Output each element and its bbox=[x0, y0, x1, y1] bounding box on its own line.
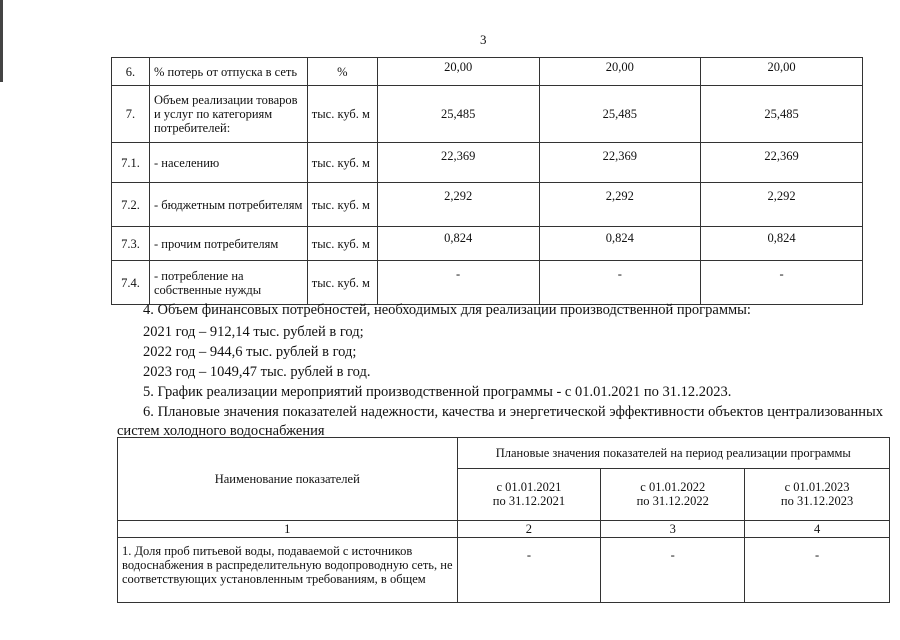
row-number: 7.2. bbox=[112, 183, 150, 227]
column-number: 2 bbox=[457, 521, 601, 538]
row-name: - прочим потребителям bbox=[149, 227, 307, 261]
paragraph-financial-needs: 4. Объем финансовых потребностей, необходимых для реализации производственной программы: bbox=[143, 302, 751, 318]
value-2023: 22,369 bbox=[701, 143, 863, 183]
value-2022: 0,824 bbox=[539, 227, 701, 261]
value-2022: 20,00 bbox=[539, 58, 701, 86]
row-unit: тыс. куб. м bbox=[307, 261, 377, 305]
table-row bbox=[112, 261, 863, 305]
value-2023: - bbox=[701, 261, 863, 305]
paragraph-schedule: 5. График реализации мероприятий производственной программы - с 01.01.2021 по 31.12.2023. bbox=[143, 384, 732, 400]
table-header-row bbox=[118, 438, 890, 469]
column-number: 3 bbox=[601, 521, 745, 538]
row-name: - населению bbox=[149, 143, 307, 183]
paragraph-year-2021: 2021 год – 912,14 тыс. рублей в год; bbox=[143, 324, 364, 340]
period-from: с 01.01.2021 bbox=[496, 480, 562, 495]
value-2022: - bbox=[601, 538, 745, 603]
page-number: 3 bbox=[480, 32, 487, 47]
row-unit: % bbox=[307, 58, 377, 86]
table-row bbox=[112, 143, 863, 183]
table-row bbox=[112, 58, 863, 86]
value-2023: 2,292 bbox=[701, 183, 863, 227]
value-2022: - bbox=[539, 261, 701, 305]
indicator-name: 1. Доля проб питьевой воды, подаваемой с источников водоснабжения в распределительную водопроводную сеть, не соответствующих установленным требованиям, в общем bbox=[118, 538, 458, 603]
row-number: 7. bbox=[112, 86, 150, 143]
row-name: - бюджетным потребителям bbox=[149, 183, 307, 227]
column-number-row bbox=[118, 521, 890, 538]
row-name: - потребление на собственные нужды bbox=[149, 261, 307, 305]
value-2022: 2,292 bbox=[539, 183, 701, 227]
column-number: 4 bbox=[745, 521, 890, 538]
scan-edge-mark bbox=[0, 0, 3, 82]
period-to: по 31.12.2021 bbox=[492, 494, 566, 509]
row-unit: тыс. куб. м bbox=[307, 227, 377, 261]
period-from: с 01.01.2022 bbox=[640, 480, 706, 495]
table-row bbox=[112, 183, 863, 227]
value-2023: 25,485 bbox=[701, 86, 863, 143]
value-2023: 0,824 bbox=[701, 227, 863, 261]
value-2021: 22,369 bbox=[377, 143, 539, 183]
paragraph-year-2022: 2022 год – 944,6 тыс. рублей в год; bbox=[143, 344, 357, 360]
header-indicator-name: Наименование показателей bbox=[118, 438, 458, 521]
row-unit: тыс. куб. м bbox=[307, 143, 377, 183]
row-name: Объем реализации товаров и услуг по категориям потребителей: bbox=[149, 86, 307, 143]
value-2021: 20,00 bbox=[377, 58, 539, 86]
row-number: 6. bbox=[112, 58, 150, 86]
value-2021: - bbox=[457, 538, 601, 603]
row-number: 7.4. bbox=[112, 261, 150, 305]
value-2021: 2,292 bbox=[377, 183, 539, 227]
value-2021: 25,485 bbox=[377, 86, 539, 143]
period-to: по 31.12.2023 bbox=[780, 494, 854, 509]
row-unit: тыс. куб. м bbox=[307, 183, 377, 227]
paragraph-planned-values: 6. Плановые значения показателей надежности, качества и энергетической эффективности объектов централизованных систем холодного водоснабжения bbox=[117, 404, 883, 439]
paragraph-year-2023: 2023 год – 1049,47 тыс. рублей в год. bbox=[143, 364, 371, 380]
value-2023: 20,00 bbox=[701, 58, 863, 86]
period-to: по 31.12.2022 bbox=[636, 494, 709, 509]
indicators-table bbox=[111, 57, 863, 305]
header-period-2022 bbox=[601, 468, 745, 520]
period-from: с 01.01.2023 bbox=[784, 480, 850, 495]
value-2021: - bbox=[377, 261, 539, 305]
value-2022: 25,485 bbox=[539, 86, 701, 143]
column-number: 1 bbox=[118, 521, 458, 538]
value-2022: 22,369 bbox=[539, 143, 701, 183]
row-number: 7.1. bbox=[112, 143, 150, 183]
header-planned-period: Плановые значения показателей на период реализации программы bbox=[457, 438, 890, 469]
value-2023: - bbox=[745, 538, 890, 603]
row-number: 7.3. bbox=[112, 227, 150, 261]
table-row bbox=[112, 227, 863, 261]
value-2021: 0,824 bbox=[377, 227, 539, 261]
table-row bbox=[112, 86, 863, 143]
header-period-2023 bbox=[745, 468, 890, 520]
row-unit: тыс. куб. м bbox=[307, 86, 377, 143]
planned-values-table bbox=[117, 437, 890, 603]
row-name: % потерь от отпуска в сеть bbox=[149, 58, 307, 86]
header-period-2021 bbox=[457, 468, 601, 520]
table-row bbox=[118, 538, 890, 603]
